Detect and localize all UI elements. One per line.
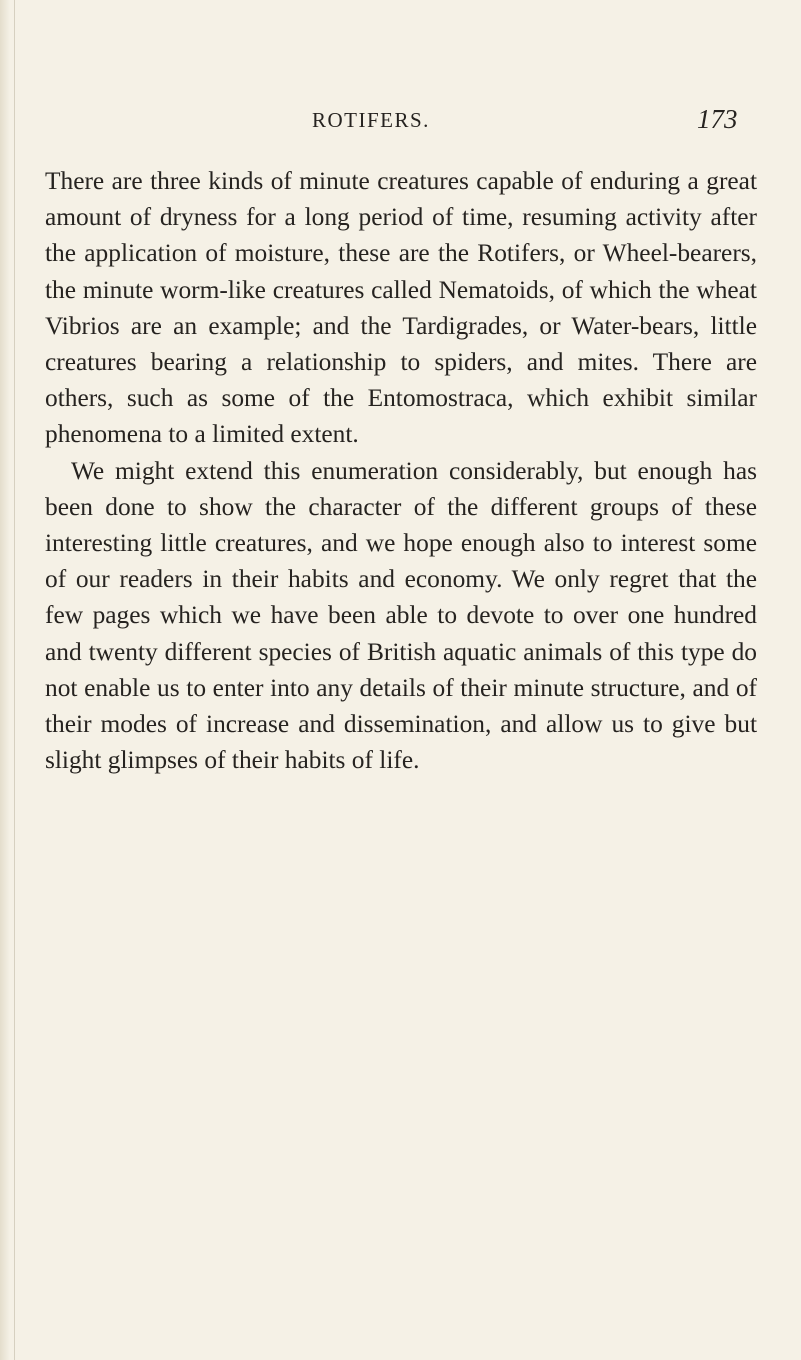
running-head: ROTIFERS.	[312, 108, 430, 132]
paragraph-1: There are three kinds of minute creatures capable of enduring a great amount of dryness for a long period of time, resuming activity after the application of moisture, these are the Rotifers, or Wheel-bearers, the minute worm-like creatures called Nematoids, of which the wheat Vibrios are an example; and the Tardigrades, or Water-bears, little creatures bearing a relationship to spiders, and mites. There are others, such as some of the Entomostraca, which exhibit similar phenomena to a limited extent.	[45, 167, 757, 449]
page-number: 173	[697, 104, 738, 134]
page-gutter-edge	[14, 0, 15, 1360]
page-gutter-shadow	[0, 0, 10, 1360]
paragraph-2: We might extend this enumeration considerably, but enough has been done to show the character of the different groups of these interesting little creatures, and we hope enough also to interest some of our readers in their habits and economy. We only regret that the few pages which we have been able to devote to over one hundred and twenty different species of British aquatic animals of this type do not enable us to enter into any details of their minute structure, and of their modes of increase and dissemination, and allow us to give but slight glimpses of their habits of life.	[45, 456, 757, 775]
page-header	[0, 104, 801, 144]
body-text	[45, 163, 757, 778]
